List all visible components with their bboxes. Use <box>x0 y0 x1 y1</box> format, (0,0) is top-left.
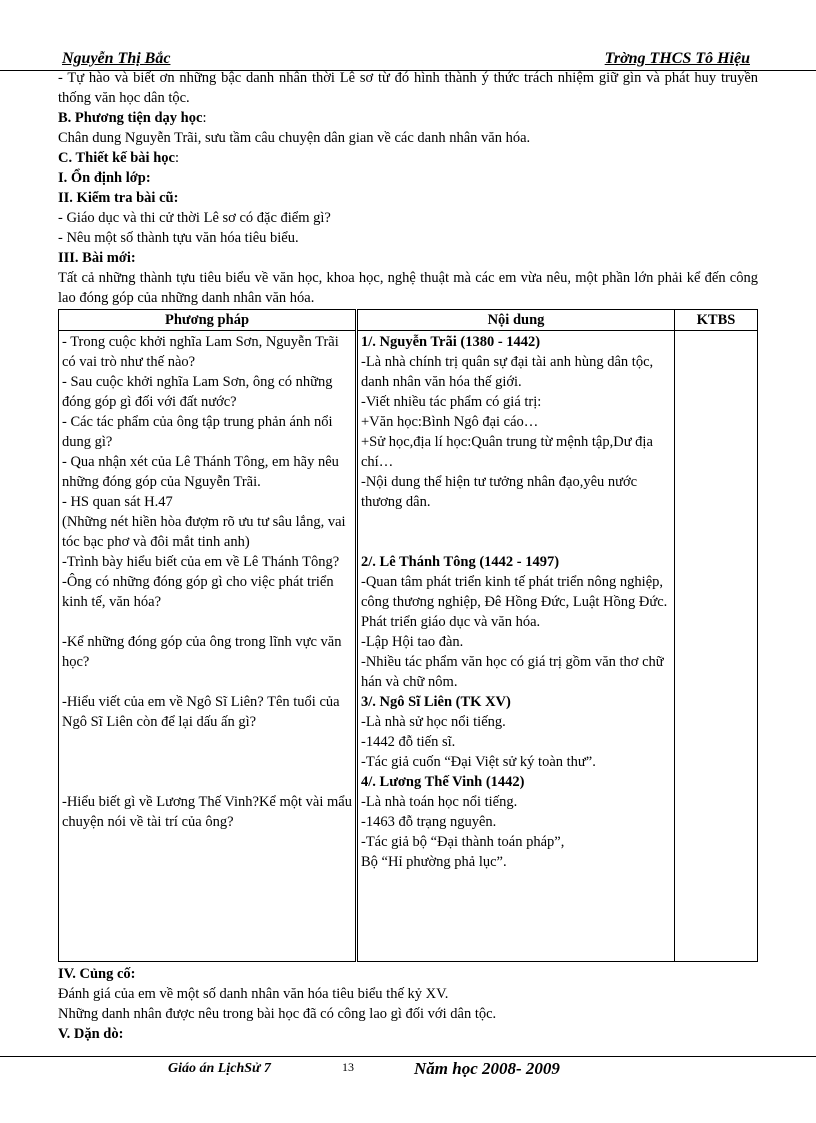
content-line: -Lập Hội tao đàn. <box>361 634 464 650</box>
method-item: - Trong cuộc khởi nghĩa Lam Sơn, Nguyễn Trãi có vai trò như thế nào? <box>62 334 339 370</box>
content-line: -Nội dung thể hiện tư tưởng nhân đạo,yêu nước thương dân. <box>361 474 638 510</box>
content-line: Phát triển giáo dục và văn hóa. <box>361 614 541 630</box>
content-line: -Là nhà toán học nổi tiếng. <box>361 794 518 810</box>
method-item: -Kể những đóng góp của ông trong lĩnh vực văn học? <box>62 634 342 670</box>
content-line: -Tác giả cuốn “Đại Việt sử ký toàn thư”. <box>361 754 596 770</box>
content-column <box>357 331 675 962</box>
method-item: -Trình bày hiểu biết của em về Lê Thánh Tông? <box>62 554 340 570</box>
review-question-2: - Nêu một số thành tựu văn hóa tiêu biểu. <box>58 230 299 246</box>
review-question-1: - Giáo dục và thi cử thời Lê sơ có đặc điểm gì? <box>58 210 331 226</box>
section-title-le-thanh-tong: 2/. Lê Thánh Tông (1442 - 1497) <box>361 554 560 570</box>
section-ii-title: II. Kiểm tra bài cũ: <box>58 190 179 206</box>
section-b-colon: : <box>202 110 207 126</box>
footer-subject: Giáo án LịchSử 7 <box>168 1061 271 1076</box>
lesson-table <box>58 309 758 962</box>
section-b-title: B. Phương tiện dạy học <box>58 110 203 126</box>
section-iii-text: Tất cả những thành tựu tiêu biểu về văn học, khoa học, nghệ thuật mà các em vừa nêu, một phần lớn phải kể đến công lao đóng góp của những danh nhân văn hóa. <box>58 270 758 306</box>
ktbs-column <box>675 331 758 962</box>
section-i-title: I. Ổn định lớp: <box>58 170 151 186</box>
spacer <box>62 612 352 632</box>
content-line: -Là nhà sử học nổi tiếng. <box>361 714 506 730</box>
section-v-title: V. Dặn dò: <box>58 1026 124 1042</box>
content-line: -Nhiều tác phẩm văn học có giá trị gồm văn thơ chữ hán và chữ nôm. <box>361 654 664 690</box>
section-title-luong-the-vinh: 4/. Lương Thế Vinh (1442) <box>361 774 525 790</box>
content-line: -1463 đỗ trạng nguyên. <box>361 814 497 830</box>
table-header-row <box>59 310 758 331</box>
section-title-nguyen-trai: 1/. Nguyễn Trãi (1380 - 1442) <box>361 334 541 350</box>
section-c-title: C. Thiết kế bài học <box>58 150 175 166</box>
lesson-content <box>58 68 758 1044</box>
content-line: -Quan tâm phát triển kinh tế phát triển nông nghiệp, công thương nghiệp, Đê Hồng Đức, Luật Hồng Đức. <box>361 574 668 610</box>
method-item: - HS quan sát H.47 <box>62 494 173 510</box>
footer-school-year: Năm học 2008- 2009 <box>414 1059 560 1078</box>
method-item: -Hiểu biết gì về Lương Thế Vinh?Kể một vài mẩu chuyện nói về tài trí của ông? <box>62 794 352 830</box>
method-column <box>59 331 357 962</box>
content-line: -1442 đỗ tiến sĩ. <box>361 734 456 750</box>
content-line: -Viết nhiều tác phẩm có giá trị: <box>361 394 542 410</box>
content-line: +Sử học,địa lí học:Quân trung từ mệnh tập,Dư địa chí… <box>361 434 653 470</box>
spacer <box>62 752 352 772</box>
consolidation-line: Đánh giá của em về một số danh nhân văn hóa tiêu biểu thế kỷ XV. <box>58 986 449 1002</box>
content-line: -Là nhà chính trị quân sự đại tài anh hùng dân tộc, danh nhân văn hóa thế giới. <box>361 354 654 390</box>
table-header-content: Nội dung <box>357 310 675 331</box>
section-c-colon: : <box>174 150 179 166</box>
spacer <box>62 732 352 752</box>
page-header <box>60 48 750 70</box>
intro-line: - Tự hào và biết ơn những bậc danh nhân thời Lê sơ từ đó hình thành ý thức trách nhiệm giữ gìn và phát huy truyền thống văn học dân tộc. <box>58 70 758 106</box>
method-item: - Các tác phẩm của ông tập trung phản ánh nổi dung gì? <box>62 414 333 450</box>
header-author: Nguyễn Thị Bắc <box>62 50 171 67</box>
table-row <box>59 331 758 962</box>
method-item: - Sau cuộc khởi nghĩa Lam Sơn, ông có những đóng góp gì đối với đất nước? <box>62 374 333 410</box>
consolidation-line: Những danh nhân được nêu trong bài học đã có công lao gì đối với dân tộc. <box>58 1006 497 1022</box>
page-number: 13 <box>342 1060 354 1074</box>
section-b <box>58 108 758 128</box>
section-c <box>58 148 758 168</box>
table-header-method: Phương pháp <box>59 310 357 331</box>
content-line: +Văn học:Bình Ngô đại cáo… <box>361 414 539 430</box>
method-item: -Hiểu viết của em về Ngô Sĩ Liên? Tên tuổi của Ngô Sĩ Liên còn để lại dấu ấn gì? <box>62 694 340 730</box>
section-iv-title: IV. Củng cố: <box>58 966 136 982</box>
section-title-ngo-si-lien: 3/. Ngô Sĩ Liên (TK XV) <box>361 694 511 710</box>
header-school: Trờng THCS Tô Hiệu <box>604 50 750 67</box>
method-item: (Những nét hiền hòa đượm rõ ưu tư sâu lắng, vai tóc bạc phơ và đôi mắt tinh anh) <box>62 514 346 550</box>
method-item: - Qua nhận xét của Lê Thánh Tông, em hãy nêu những đóng góp của Nguyễn Trãi. <box>62 454 339 490</box>
content-line: -Tác giả bộ “Đại thành toán pháp”, <box>361 834 565 850</box>
spacer <box>361 532 671 552</box>
spacer <box>361 512 671 532</box>
spacer <box>62 672 352 692</box>
closing-section <box>58 964 758 1044</box>
footer-rule <box>0 1056 816 1057</box>
method-item: -Ông có những đóng góp gì cho việc phát triển kinh tế, văn hóa? <box>62 574 334 610</box>
spacer <box>62 772 352 792</box>
section-iii-title: III. Bài mới: <box>58 250 136 266</box>
table-header-ktbs: KTBS <box>675 310 758 331</box>
content-line: Bộ “Hỉ phường phả lục”. <box>361 854 507 870</box>
page-footer <box>0 1058 816 1082</box>
section-b-text: Chân dung Nguyễn Trãi, sưu tầm câu chuyện dân gian về các danh nhân văn hóa. <box>58 130 531 146</box>
